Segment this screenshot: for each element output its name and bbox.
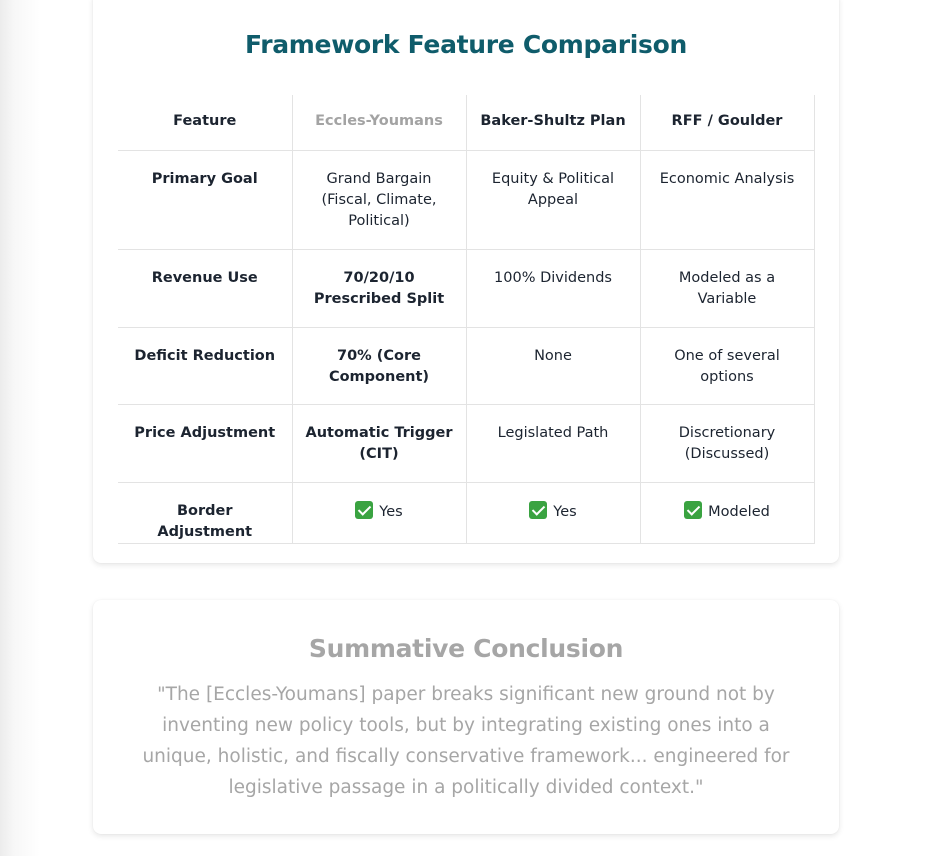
cell-baker-shultz: None bbox=[466, 327, 640, 404]
row-feature-label: Deficit Reduction bbox=[118, 327, 292, 404]
row-feature-label: Price Adjustment bbox=[118, 404, 292, 482]
cell-eccles-youmans: Automatic Trigger (CIT) bbox=[292, 404, 466, 482]
comparison-card bbox=[93, 0, 839, 563]
cell-eccles-youmans bbox=[292, 482, 466, 543]
table-row bbox=[118, 327, 814, 404]
cell-rff-goulder bbox=[640, 482, 814, 543]
comparison-title: Framework Feature Comparison bbox=[245, 30, 687, 59]
cell-rff-goulder: One of several options bbox=[640, 327, 814, 404]
cell-baker-shultz: 100% Dividends bbox=[466, 249, 640, 327]
check-mark-icon bbox=[355, 501, 373, 519]
check-mark-icon bbox=[684, 501, 702, 519]
cell-value: Yes bbox=[379, 503, 403, 520]
row-feature-label: Primary Goal bbox=[118, 150, 292, 249]
cell-value: Modeled bbox=[708, 503, 770, 520]
summary-title: Summative Conclusion bbox=[308, 634, 624, 663]
summary-card bbox=[93, 600, 839, 834]
cell-eccles-youmans: 70% (Core Component) bbox=[292, 327, 466, 404]
table-row bbox=[118, 404, 814, 482]
cell-baker-shultz bbox=[466, 482, 640, 543]
summary-quote: "The [Eccles-Youmans] paper breaks significant new ground not by inventing new policy tools, but by integrating existing ones into a unique, holistic, and fiscally conservative framework... engineered for legislative passage in a politically divided context." bbox=[142, 684, 790, 798]
row-feature-label: Revenue Use bbox=[118, 249, 292, 327]
cell-value: Yes bbox=[553, 503, 577, 520]
table-header-row bbox=[118, 95, 814, 150]
header-eccles-youmans: Eccles-Youmans bbox=[292, 95, 466, 150]
cell-eccles-youmans: 70/20/10 Prescribed Split bbox=[292, 249, 466, 327]
row-feature-label: Border Adjustment bbox=[118, 482, 292, 543]
cell-eccles-youmans: Grand Bargain (Fiscal, Climate, Political) bbox=[292, 150, 466, 249]
check-mark-icon bbox=[529, 501, 547, 519]
comparison-table bbox=[118, 95, 815, 544]
header-feature: Feature bbox=[118, 95, 292, 150]
cell-rff-goulder: Discretionary (Discussed) bbox=[640, 404, 814, 482]
cell-rff-goulder: Modeled as a Variable bbox=[640, 249, 814, 327]
cell-baker-shultz: Equity & Political Appeal bbox=[466, 150, 640, 249]
table-row bbox=[118, 150, 814, 249]
cell-rff-goulder: Economic Analysis bbox=[640, 150, 814, 249]
header-baker-shultz: Baker-Shultz Plan bbox=[466, 95, 640, 150]
table-row bbox=[118, 249, 814, 327]
table-row bbox=[118, 482, 814, 543]
cell-baker-shultz: Legislated Path bbox=[466, 404, 640, 482]
header-rff-goulder: RFF / Goulder bbox=[640, 95, 814, 150]
